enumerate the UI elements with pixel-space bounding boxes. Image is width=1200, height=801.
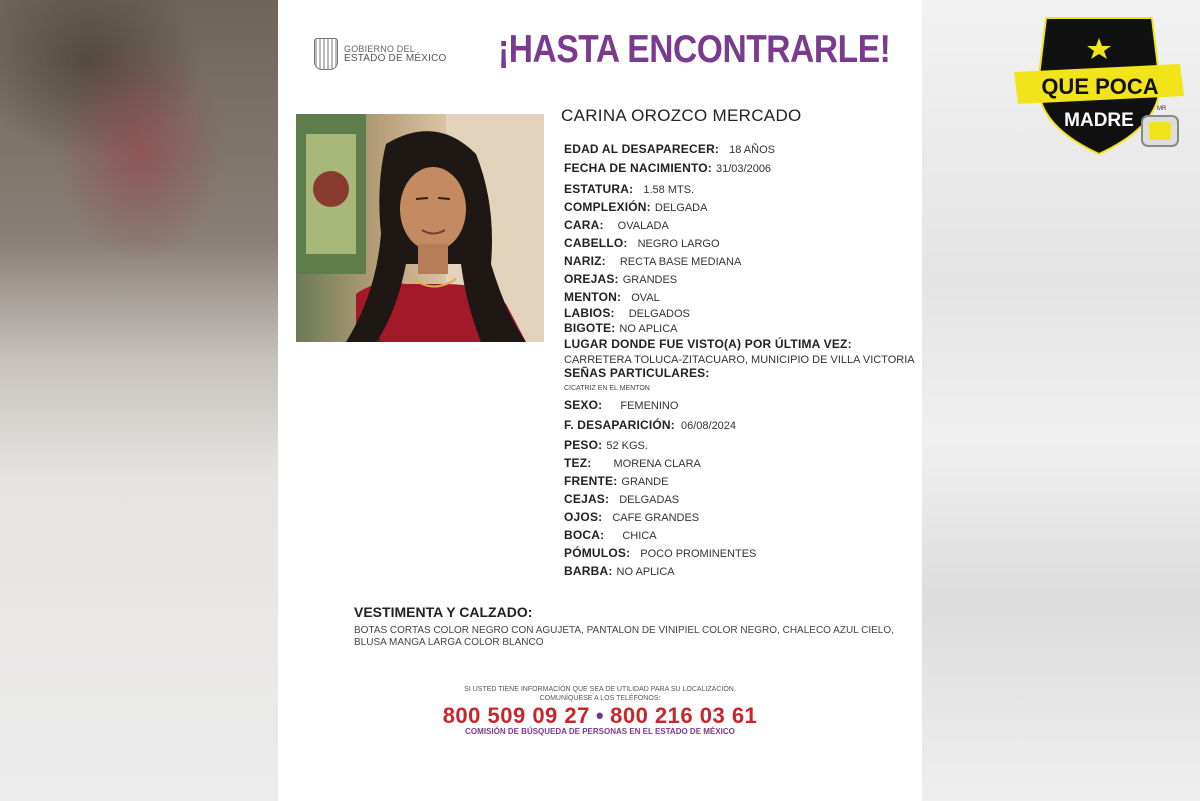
field-row xyxy=(564,490,679,508)
contact-info-line2: COMUNÍQUESE A LOS TELÉFONOS: xyxy=(539,695,661,702)
field-row xyxy=(564,180,694,198)
field-value: CAFE GRANDES xyxy=(612,512,700,524)
field-label: FECHA DE NACIMIENTO: xyxy=(564,161,712,175)
field-row xyxy=(564,159,771,177)
field-row xyxy=(564,416,736,434)
field-value: DELGADA xyxy=(654,202,708,214)
clothing-line2: BLUSA MANGA LARGA COLOR BLANCO xyxy=(354,637,544,648)
poster-headline: ¡HASTA ENCONTRARLE! xyxy=(498,28,891,71)
field-value: FEMENINO xyxy=(620,400,679,412)
que-poca-madre-logo xyxy=(1010,14,1188,159)
field-value: 52 KGS. xyxy=(606,440,648,452)
field-value: NO APLICA xyxy=(616,566,675,578)
field-value: DELGADOS xyxy=(628,308,690,320)
marks-value-text: CICATRIZ EN EL MENTON xyxy=(564,385,650,392)
phone-separator: • xyxy=(595,703,605,728)
field-value: 1.58 MTS. xyxy=(643,184,695,196)
field-row xyxy=(564,436,648,454)
field-label: BIGOTE: xyxy=(564,321,616,335)
field-value: RECTA BASE MEDIANA xyxy=(619,256,742,268)
photo-illustration xyxy=(296,114,544,342)
field-label: F. DESAPARICIÓN: xyxy=(564,418,675,432)
badge-line2: MADRE xyxy=(1064,110,1134,131)
field-value: 31/03/2006 xyxy=(716,163,772,175)
clothing-description xyxy=(354,625,914,649)
badge-line1: QUE POCA xyxy=(1041,74,1159,99)
field-value: MORENA CLARA xyxy=(613,458,701,470)
gov-logo-line1: GOBIERNO DEL xyxy=(344,44,415,54)
marks-label-text: SEÑAS PARTICULARES: xyxy=(564,366,710,380)
blurred-background-left xyxy=(0,0,278,801)
person-photo xyxy=(296,114,544,342)
field-label: CABELLO: xyxy=(564,236,628,250)
field-value: 06/08/2024 xyxy=(680,420,737,432)
field-label: OJOS: xyxy=(564,510,603,524)
field-label: LABIOS: xyxy=(564,306,615,320)
field-row xyxy=(564,472,668,490)
field-label: SEXO: xyxy=(564,398,603,412)
field-row xyxy=(564,198,707,216)
field-label: NARIZ: xyxy=(564,254,606,268)
field-value: GRANDE xyxy=(621,476,669,488)
field-value: 18 AÑOS xyxy=(729,144,775,156)
field-value: NO APLICA xyxy=(619,323,678,335)
field-value: OVALADA xyxy=(617,220,669,232)
field-value: NEGRO LARGO xyxy=(637,238,720,250)
commission-name: COMISIÓN DE BÚSQUEDA DE PERSONAS EN EL ESTADO DE MÉXICO xyxy=(465,727,735,736)
field-label: CEJAS: xyxy=(564,492,610,506)
contact-info xyxy=(278,685,922,703)
field-row xyxy=(564,140,775,158)
field-value: CHICA xyxy=(622,530,657,542)
field-value: DELGADAS xyxy=(619,494,680,506)
gov-logo-line2: ESTADO DE MÉXICO xyxy=(344,53,447,64)
clothing-line1: BOTAS CORTAS COLOR NEGRO CON AGUJETA, PANTALON DE VINIPIEL COLOR NEGRO, CHALECO AZUL CIELO, xyxy=(354,625,894,636)
field-label: MENTON: xyxy=(564,290,622,304)
field-value: GRANDES xyxy=(622,274,678,286)
field-row xyxy=(564,252,741,270)
field-label: TEZ: xyxy=(564,456,592,470)
field-label: CARA: xyxy=(564,218,604,232)
field-label: ESTATURA: xyxy=(564,182,634,196)
field-label: PÓMULOS: xyxy=(564,546,631,560)
field-label: OREJAS: xyxy=(564,272,619,286)
state-shield-icon xyxy=(314,38,338,70)
missing-person-poster xyxy=(278,0,922,801)
field-label: EDAD AL DESAPARECER: xyxy=(564,142,720,156)
phone-1: 800 509 09 27 xyxy=(442,703,590,728)
phone-numbers xyxy=(278,703,922,729)
phone-2: 800 216 03 61 xyxy=(610,703,758,728)
field-label: FRENTE: xyxy=(564,474,618,488)
marks-value xyxy=(564,377,650,395)
field-label: BOCA: xyxy=(564,528,605,542)
field-row xyxy=(564,216,669,234)
last-seen-value-text: CARRETERA TOLUCA-ZITACUARO, MUNICIPIO DE VILLA VICTORIA xyxy=(564,354,915,366)
badge-mark: MR xyxy=(1157,106,1167,112)
field-row xyxy=(564,270,677,288)
contact-info-line1: SI USTED TIENE INFORMACIÓN QUE SEA DE UTILIDAD PARA SU LOCALIZACIÓN, xyxy=(464,686,736,693)
government-logo xyxy=(314,38,446,70)
clothing-title: VESTIMENTA Y CALZADO: xyxy=(354,604,533,620)
person-name: CARINA OROZCO MERCADO xyxy=(561,106,802,125)
field-value: POCO PROMINENTES xyxy=(640,548,757,560)
field-label: BARBA: xyxy=(564,564,613,578)
field-value: OVAL xyxy=(631,292,660,304)
field-row xyxy=(564,508,699,526)
field-row xyxy=(564,526,657,544)
field-row xyxy=(564,454,701,472)
field-label: COMPLEXIÓN: xyxy=(564,200,651,214)
field-row xyxy=(564,544,756,562)
field-row xyxy=(564,396,678,414)
field-row xyxy=(564,562,675,580)
field-label: PESO: xyxy=(564,438,603,452)
last-seen-label-text: LUGAR DONDE FUE VISTO(A) POR ÚLTIMA VEZ: xyxy=(564,337,852,351)
field-row xyxy=(564,234,720,252)
